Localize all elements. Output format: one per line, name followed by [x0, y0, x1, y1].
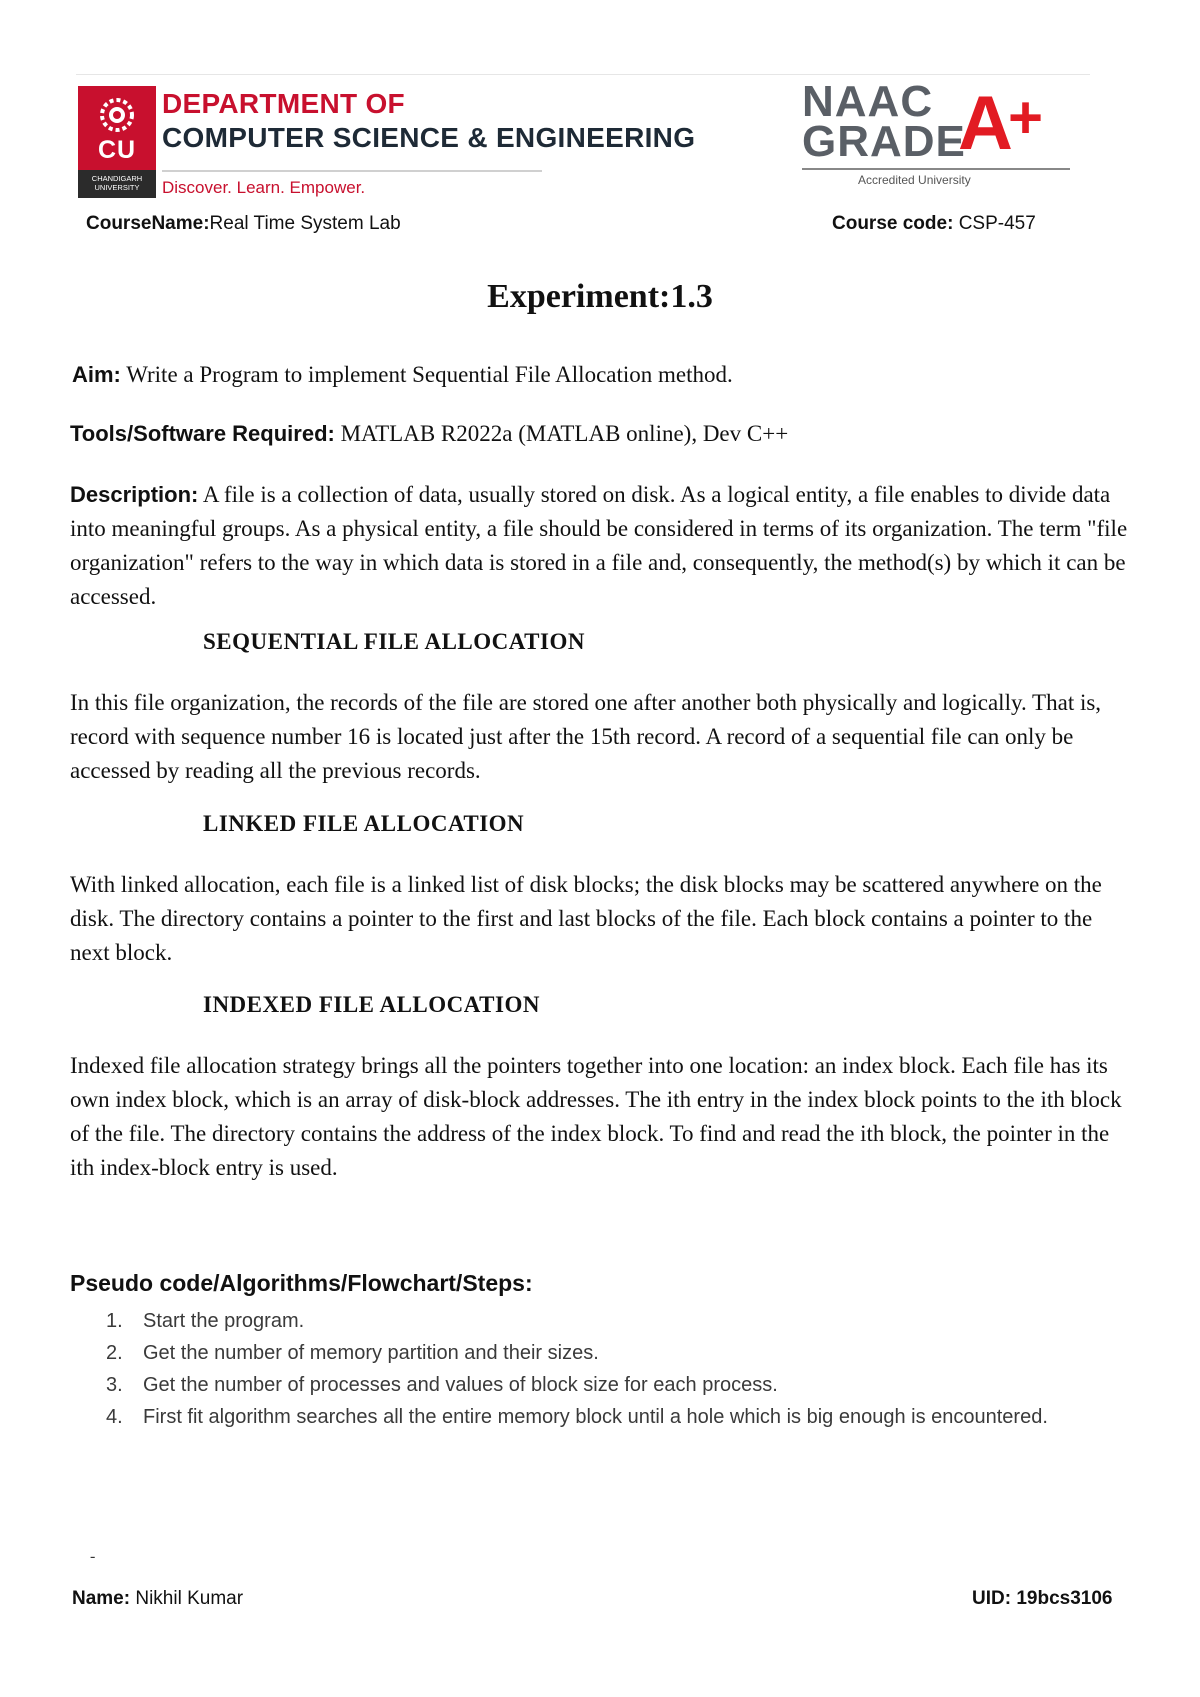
footer-uid-label: UID: — [972, 1588, 1012, 1609]
university-logo — [78, 86, 156, 198]
aim-text: Write a Program to implement Sequential File Allocation method. — [120, 362, 733, 387]
logo-university-name: CHANDIGARH UNIVERSITY — [78, 170, 156, 198]
step-text: Get the number of memory partition and their sizes. — [143, 1342, 599, 1364]
step-number: 4. — [106, 1406, 123, 1428]
course-code-label: Course code: — [832, 213, 954, 234]
list-item — [106, 1403, 1066, 1432]
footer-uid — [972, 1588, 1112, 1610]
aim-paragraph — [72, 358, 1132, 392]
header-top-rule — [76, 74, 1090, 75]
tools-label: Tools/Software Required: — [70, 421, 335, 446]
section-text-indexed: Indexed file allocation strategy brings all the pointers together into one location: an index block. Each file has its own index block, which is an array of disk-block addresses. The ith entry in the index block points to the ith block of the file. The directory contains the address of the index block. To find and read the ith block, the pointer in the ith index-block entry is used. — [70, 1053, 1122, 1180]
section-heading-linked: LINKED FILE ALLOCATION — [203, 811, 525, 836]
section-heading-sequential: SEQUENTIAL FILE ALLOCATION — [203, 629, 585, 654]
tools-paragraph — [70, 417, 1130, 451]
section-text-sequential: In this file organization, the records of the file are stored one after another both physically and logically. That is, record with sequence number 16 is located just after the 15th record. A record of a sequential file can only be accessed by reading all the previous records. — [70, 690, 1102, 783]
naac-label: NAAC — [802, 77, 934, 126]
steps-list — [106, 1307, 1066, 1435]
grade-label: GRADE — [802, 117, 966, 166]
footer-name-value: Nikhil Kumar — [130, 1588, 244, 1609]
step-text: First fit algorithm searches all the entire memory block until a hole which is big enough is encountered. — [143, 1406, 1048, 1428]
course-name-label: CourseName: — [86, 213, 210, 234]
course-name-value: Real Time System Lab — [209, 213, 401, 234]
step-number: 3. — [106, 1374, 123, 1396]
course-code — [832, 213, 1036, 235]
footer-uid-value: 19bcs3106 — [1011, 1588, 1113, 1609]
page-header — [76, 74, 1090, 204]
step-text: Get the number of processes and values of block size for each process. — [143, 1374, 778, 1396]
step-number: 2. — [106, 1342, 123, 1364]
step-text: Start the program. — [143, 1310, 305, 1332]
course-code-value: CSP-457 — [953, 213, 1036, 234]
grade-plus: + — [1008, 84, 1044, 151]
naac-divider — [802, 168, 1070, 170]
description-paragraph — [70, 478, 1130, 614]
department-title: DEPARTMENT OF — [162, 88, 405, 119]
department-divider — [162, 170, 542, 172]
tagline: Discover. Learn. Empower. — [162, 178, 366, 197]
department-name: COMPUTER SCIENCE & ENGINEERING — [162, 122, 696, 153]
steps-heading: Pseudo code/Algorithms/Flowchart/Steps: — [70, 1270, 533, 1296]
accredited-caption: Accredited University — [858, 173, 971, 187]
stray-dash: - — [90, 1548, 96, 1565]
list-item — [106, 1307, 1066, 1336]
course-name — [86, 213, 401, 235]
aim-label: Aim: — [72, 362, 121, 387]
list-item — [106, 1371, 1066, 1400]
section-text-linked: With linked allocation, each file is a linked list of disk blocks; the disk blocks may be scattered anywhere on the disk. The directory contains a pointer to the first and last blocks of the file. Each block contains a pointer to the next block. — [70, 872, 1102, 965]
naac-badge — [802, 77, 1090, 194]
gear-emblem-icon — [87, 92, 147, 138]
grade-letter: A — [958, 81, 1013, 166]
tools-text: MATLAB R2022a (MATLAB online), Dev C++ — [334, 421, 789, 446]
footer-name — [72, 1588, 243, 1610]
description-label: Description: — [70, 482, 199, 507]
list-item — [106, 1339, 1066, 1368]
footer-name-label: Name: — [72, 1588, 131, 1609]
description-text: A file is a collection of data, usually stored on disk. As a logical entity, a file enables to divide data into meaningful groups. As a physical entity, a file should be considered in terms of its organization. The term "file organization" refers to the way in which data is stored in a file and, consequently, the method(s) by which it can be accessed. — [70, 482, 1128, 609]
logo-letters: CU — [97, 136, 137, 164]
experiment-title: Experiment:1.3 — [487, 278, 713, 315]
step-number: 1. — [106, 1310, 123, 1332]
section-heading-indexed: INDEXED FILE ALLOCATION — [203, 992, 540, 1017]
